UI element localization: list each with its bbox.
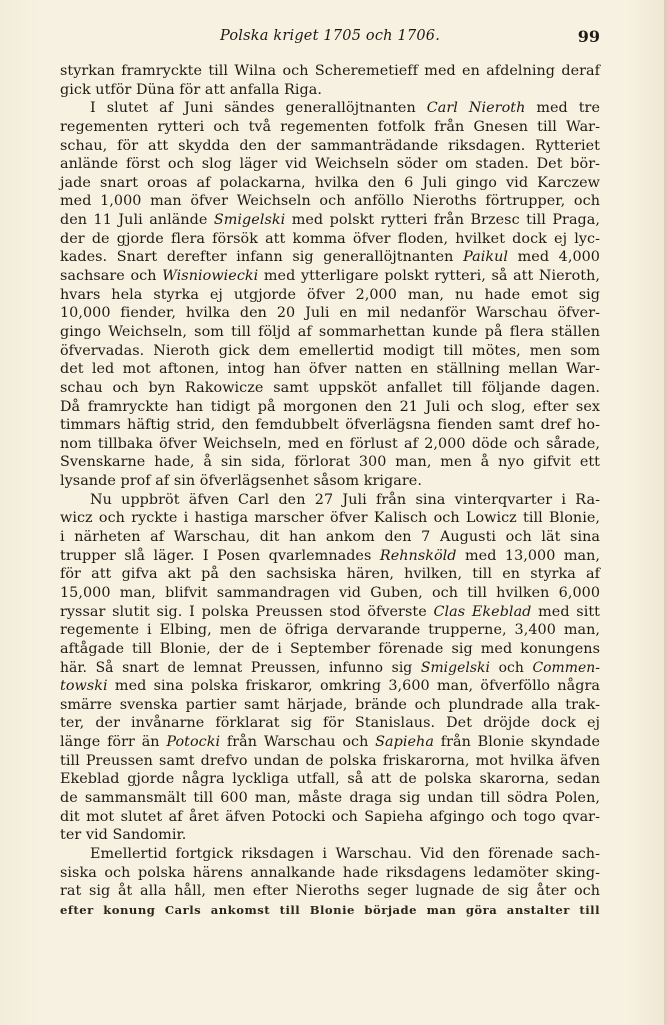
text-line [60, 621, 600, 640]
text-segment: för att gifva akt på den sachsiska hären, hvilken, till en styrka af [60, 566, 600, 583]
text-line [60, 826, 600, 845]
text-segment: anlände först och slog läger vid Weichseln söder om staden. Det bör- [60, 156, 600, 173]
running-title: Polska kriget 1705 och 1706. [219, 28, 441, 44]
text-segment: dit mot slutet af året äfven Potocki och Sapieha afgingo och togo qvar- [60, 808, 600, 825]
text-line [60, 118, 600, 137]
person-name: Smigelski [420, 659, 490, 676]
text-segment: till Preussen samt drefvo undan de polska friskarorna, mot hvilka äfven [60, 752, 600, 769]
text-line [60, 528, 600, 547]
text-line [60, 62, 600, 81]
text-line [60, 584, 600, 603]
text-line [60, 435, 600, 454]
text-line [60, 81, 600, 100]
text-line [60, 267, 600, 286]
text-segment: wicz och ryckte i hastiga marscher öfver Kalisch och Lowicz till Blonie, [60, 510, 600, 527]
text-line [60, 509, 600, 528]
text-segment: den 11 Juli anlände [60, 212, 214, 229]
text-line [60, 155, 600, 174]
text-line [60, 603, 600, 622]
text-segment: schau, för att skydda den der sammanträdande riksdagen. Rytteriet [60, 137, 600, 154]
text-segment: Emellertid fortgick riksdagen i Warschau. Vid den förenade sach- [90, 845, 600, 862]
text-line [60, 360, 600, 379]
text-segment: kades. Snart derefter infann sig generallöjtnanten [60, 249, 464, 266]
text-line [60, 137, 600, 156]
text-segment: lysande prof af sin öfverlägsenhet såsom krigare. [60, 473, 422, 490]
text-segment: Ekeblad gjorde några lyckliga utfall, så att de polska skarorna, sedan [60, 771, 600, 788]
person-name: Clas Ekeblad [433, 603, 532, 620]
text-line [60, 192, 600, 211]
text-line [60, 453, 600, 472]
text-line [60, 770, 600, 789]
person-name: Rehnsköld [379, 547, 457, 564]
person-name: Sapieha [375, 734, 434, 751]
text-line [60, 640, 600, 659]
text-segment: med 4,000 [508, 249, 600, 266]
text-line [60, 696, 600, 715]
text-line [60, 286, 600, 305]
text-segment: jade snart oroas af polackarna, hvilka den 6 Juli gingo vid Karczew [60, 174, 600, 191]
text-segment: gingo Weichseln, som till följd af sommarhettan kunde på flera ställen [60, 323, 600, 340]
text-segment: nom tillbaka öfver Weichseln, med en förlust af 2,000 döde och sårade, [60, 435, 600, 452]
text-line [60, 864, 600, 883]
text-segment: från Warschau och [220, 734, 376, 751]
text-line [60, 323, 600, 342]
text-segment: Nu uppbröt äfven Carl den 27 Juli från sina vinterqvarter i Ra- [90, 491, 600, 508]
text-segment: med sina polska friskaror, omkring 3,600 man, öfverföllo några [107, 678, 600, 695]
text-segment: trupper slå läger. I Posen qvarlemnades [60, 547, 380, 564]
text-segment: rat sig åt alla håll, men efter Nieroths seger lugnade de sig åter och [60, 883, 600, 900]
text-segment: ter, der invånarne förklarat sig för Stanislaus. Det dröjde dock ej [60, 715, 600, 732]
text-segment: I slutet af Juni sändes generallöjtnanten [90, 100, 427, 117]
text-segment: det led mot aftonen, intog han öfver natten en ställning mellan War- [60, 361, 600, 378]
text-segment: 10,000 fiender, hvilka den 20 Juli en mil nedanför Warschau öfver- [60, 305, 600, 322]
text-segment: med tre [525, 100, 600, 117]
text-line [60, 901, 600, 920]
text-line [60, 398, 600, 417]
text-segment: siska och polska härens annalkande hade riksdagens ledamöter sking- [60, 864, 600, 881]
text-segment: gick utför Düna för att anfalla Riga. [60, 81, 322, 98]
text-segment: och [490, 659, 533, 676]
text-line [60, 416, 600, 435]
text-line [60, 230, 600, 249]
text-segment: efter konung Carls ankomst till Blonie började man göra anstalter till [60, 902, 600, 917]
text-line [60, 248, 600, 267]
text-line [60, 752, 600, 771]
person-name: Paikul [463, 249, 509, 266]
text-segment: styrkan framryckte till Wilna och Scheremetieff med en afdelning deraf [60, 63, 600, 79]
text-segment: från Blonie skyndade [433, 734, 600, 751]
text-segment: smärre svenska partier samt härjade, brände och plundrade alla trak- [60, 696, 600, 713]
text-segment: här. Så snart de lemnat Preussen, infunno sig [60, 659, 421, 676]
text-segment: med ytterligare polskt rytteri, så att Nieroth, [258, 268, 600, 285]
text-segment: ter vid Sandomir. [60, 827, 187, 844]
page-number: 99 [577, 27, 600, 46]
text-line [60, 882, 600, 901]
text-segment: i närheten af Warschau, dit han ankom den 7 Augusti och lät sina [60, 529, 600, 546]
text-line [60, 733, 600, 752]
text-segment: med polskt rytteri från Brzesc till Praga, [285, 212, 601, 229]
text-segment: öfvervadas. Nieroth gick dem emellertid modigt till mötes, men som [60, 342, 600, 359]
text-segment: der de gjorde flera försök att komma öfver floden, hvilket dock ej lyc- [60, 230, 600, 247]
text-segment: Då framryckte han tidigt på morgonen den 21 Juli och slog, efter sex [60, 398, 600, 415]
text-segment: timmars häftig strid, den femdubbelt öfverlägsna fienden samt dref ho- [60, 417, 600, 434]
person-name: Commen- [532, 659, 601, 676]
text-segment: sachsare och [60, 268, 163, 285]
person-name: Smigelski [213, 212, 286, 229]
text-segment: hvars hela styrka ej utgjorde öfver 2,000 man, nu hade emot sig [60, 286, 600, 303]
text-segment: länge förr än [60, 734, 167, 751]
text-line [60, 174, 600, 193]
body-text [60, 62, 600, 919]
text-line [60, 379, 600, 398]
text-segment: schau och byn Rakowicze samt uppsköt anfallet till följande dagen. [60, 379, 600, 396]
text-line [60, 491, 600, 510]
text-line [60, 99, 600, 118]
text-line [60, 789, 600, 808]
text-segment: med 13,000 man, [456, 547, 600, 564]
text-segment: med sitt [531, 603, 600, 620]
text-line [60, 547, 600, 566]
text-line [60, 659, 600, 678]
text-line [60, 565, 600, 584]
text-line [60, 845, 600, 864]
text-line [60, 304, 600, 323]
text-segment: de sammansmält till 600 man, måste draga sig undan till södra Polen, [60, 789, 600, 806]
text-segment: 15,000 man, blifvit sammandragen vid Guben, och till hvilken 6,000 [60, 584, 600, 601]
text-segment: ryssar slutit sig. I polska Preussen stod öfverste [60, 603, 434, 620]
text-line [60, 714, 600, 733]
text-segment: aftågade till Blonie, der de i September förenade sig med konungens [60, 640, 600, 657]
text-line [60, 472, 600, 491]
text-segment: Svenskarne hade, å sin sida, förlorat 300 man, men å nyo gifvit ett [60, 454, 600, 471]
person-name: Potocki [166, 734, 221, 751]
person-name: Carl Nieroth [426, 100, 526, 117]
person-name: towski [60, 678, 108, 695]
person-name: Wisniowiecki [162, 268, 259, 285]
text-segment: regemente i Elbing, men de öfriga dervarande trupperne, 3,400 man, [60, 622, 600, 639]
text-segment: med 1,000 man öfver Weichseln och anföllo Nieroths förtrupper, och [60, 193, 600, 210]
text-line [60, 211, 600, 230]
text-segment: regementen rytteri och två regementen fotfolk från Gnesen till War- [60, 118, 600, 135]
text-line [60, 677, 600, 696]
page-header [60, 28, 600, 50]
text-line [60, 808, 600, 827]
text-line [60, 342, 600, 361]
